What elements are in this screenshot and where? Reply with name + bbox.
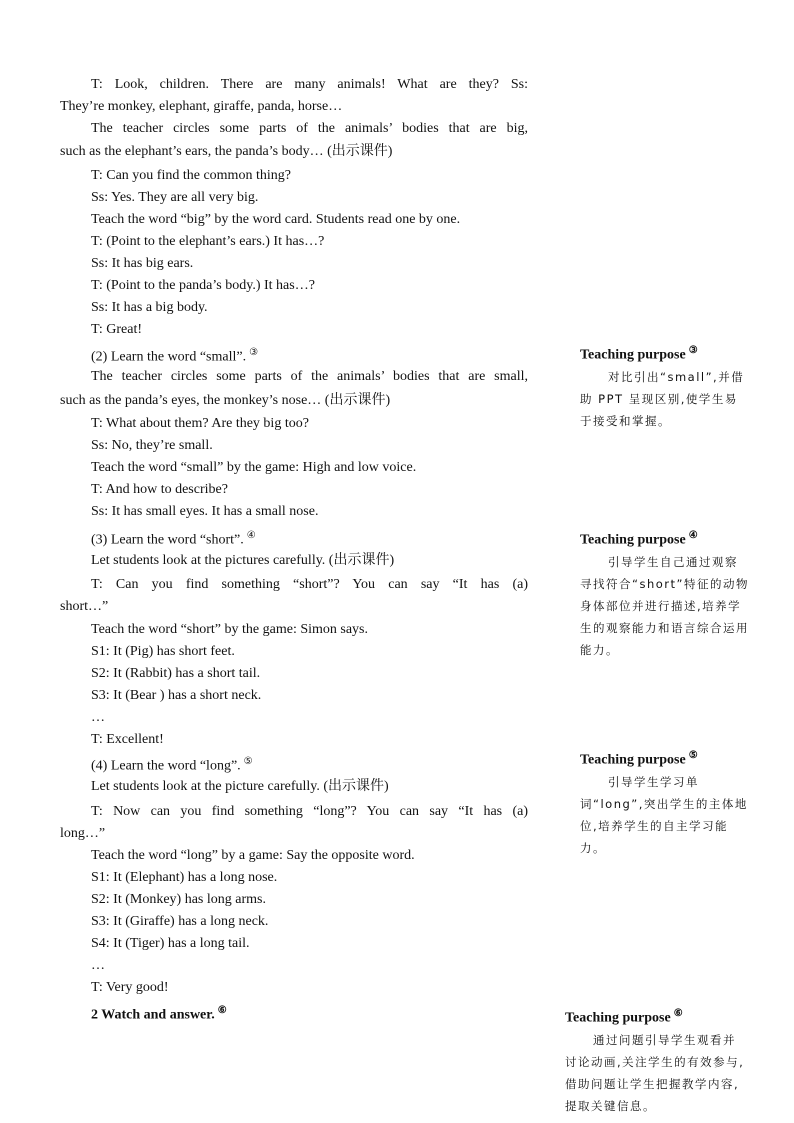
footnote-marker: ⑥ <box>217 1005 227 1016</box>
text-line: The teacher circles some parts of the animals’ bodies that are big, <box>91 121 528 136</box>
text-line: S2: It (Rabbit) has a short tail. <box>91 666 261 681</box>
text-line: T: And how to describe? <box>91 482 228 497</box>
note-heading: Teaching purpose ④ <box>580 530 698 548</box>
text-line: … <box>91 710 105 725</box>
note-text: 引导学生自己通过观察寻找符合“short”特征的动物身体部位并进行描述,培养学生的观察能力和语言综合运用能力。 <box>580 554 749 657</box>
teaching-purpose-note <box>580 345 750 432</box>
text-line: such as the elephant’s ears, the panda’s body… (出示课件) <box>60 144 393 159</box>
text-line: T: Can you find something “short”? You can say “It has (a) <box>91 577 528 592</box>
text-line: … <box>91 958 105 973</box>
step-heading: (4) Learn the word “long”. ⑤ <box>91 756 253 774</box>
section-heading: 2 Watch and answer. ⑥ <box>91 1005 227 1023</box>
text-line: Teach the word “long” by a game: Say the opposite word. <box>91 848 415 863</box>
text-line: T: Excellent! <box>91 732 164 747</box>
text-line: They’re monkey, elephant, giraffe, panda, horse… <box>60 99 343 114</box>
text-line: T: (Point to the panda’s body.) It has…? <box>91 278 315 293</box>
text-line: S2: It (Monkey) has long arms. <box>91 892 266 907</box>
text-line: T: What about them? Are they big too? <box>91 416 309 431</box>
text-line: Let students look at the picture carefully. (出示课件) <box>91 779 389 794</box>
text-line: Ss: No, they’re small. <box>91 438 213 453</box>
text-line: S4: It (Tiger) has a long tail. <box>91 936 250 951</box>
text-line: Ss: It has big ears. <box>91 256 194 271</box>
text-line: T: Very good! <box>91 980 169 995</box>
text-line: Teach the word “small” by the game: High and low voice. <box>91 460 417 475</box>
text-line: Teach the word “big” by the word card. Students read one by one. <box>91 212 461 227</box>
note-heading: Teaching purpose ⑤ <box>580 750 698 768</box>
text-line: S1: It (Elephant) has a long nose. <box>91 870 278 885</box>
text-line: T: (Point to the elephant’s ears.) It has…? <box>91 234 325 249</box>
text-line: Ss: It has a big body. <box>91 300 208 315</box>
teaching-purpose-note <box>580 530 750 661</box>
text-line: Ss: It has small eyes. It has a small nose. <box>91 504 319 519</box>
note-text: 对比引出“small”,并借助 PPT 呈现区别,使学生易于接受和掌握。 <box>580 369 745 428</box>
text-line: Let students look at the pictures carefully. (出示课件) <box>91 553 395 568</box>
text-line: Teach the word “short” by the game: Simon says. <box>91 622 369 637</box>
text-line: S1: It (Pig) has short feet. <box>91 644 235 659</box>
step-heading: (2) Learn the word “small”. ③ <box>91 347 259 365</box>
note-text: 引导学生学习单词“long”,突出学生的主体地位,培养学生的自主学习能力。 <box>580 774 748 855</box>
footnote-marker: ⑤ <box>243 756 253 767</box>
footnote-marker: ④ <box>246 530 256 541</box>
note-heading: Teaching purpose ⑥ <box>565 1008 683 1026</box>
text-line: such as the panda’s eyes, the monkey’s nose… (出示课件) <box>60 393 391 408</box>
note-heading: Teaching purpose ③ <box>580 345 698 363</box>
text-line: T: Great! <box>91 322 142 337</box>
text-line: T: Can you find the common thing? <box>91 168 291 183</box>
text-line: T: Look, children. There are many animals! What are they? Ss: <box>91 77 528 92</box>
text-line: S3: It (Bear ) has a short neck. <box>91 688 262 703</box>
note-text: 通过问题引导学生观看并讨论动画,关注学生的有效参与,借助问题让学生把握教学内容,提取关键信息。 <box>565 1032 745 1113</box>
text-line: The teacher circles some parts of the animals’ bodies that are small, <box>91 369 528 384</box>
text-line: T: Now can you find something “long”? You can say “It has (a) <box>91 804 528 819</box>
text-line: short…” <box>60 599 109 614</box>
text-line: long…” <box>60 826 106 841</box>
footnote-marker: ③ <box>249 347 259 358</box>
step-heading: (3) Learn the word “short”. ④ <box>91 530 256 548</box>
teaching-purpose-note <box>580 750 750 859</box>
text-line: S3: It (Giraffe) has a long neck. <box>91 914 269 929</box>
text-line: Ss: Yes. They are all very big. <box>91 190 259 205</box>
teaching-purpose-note <box>565 1008 745 1117</box>
